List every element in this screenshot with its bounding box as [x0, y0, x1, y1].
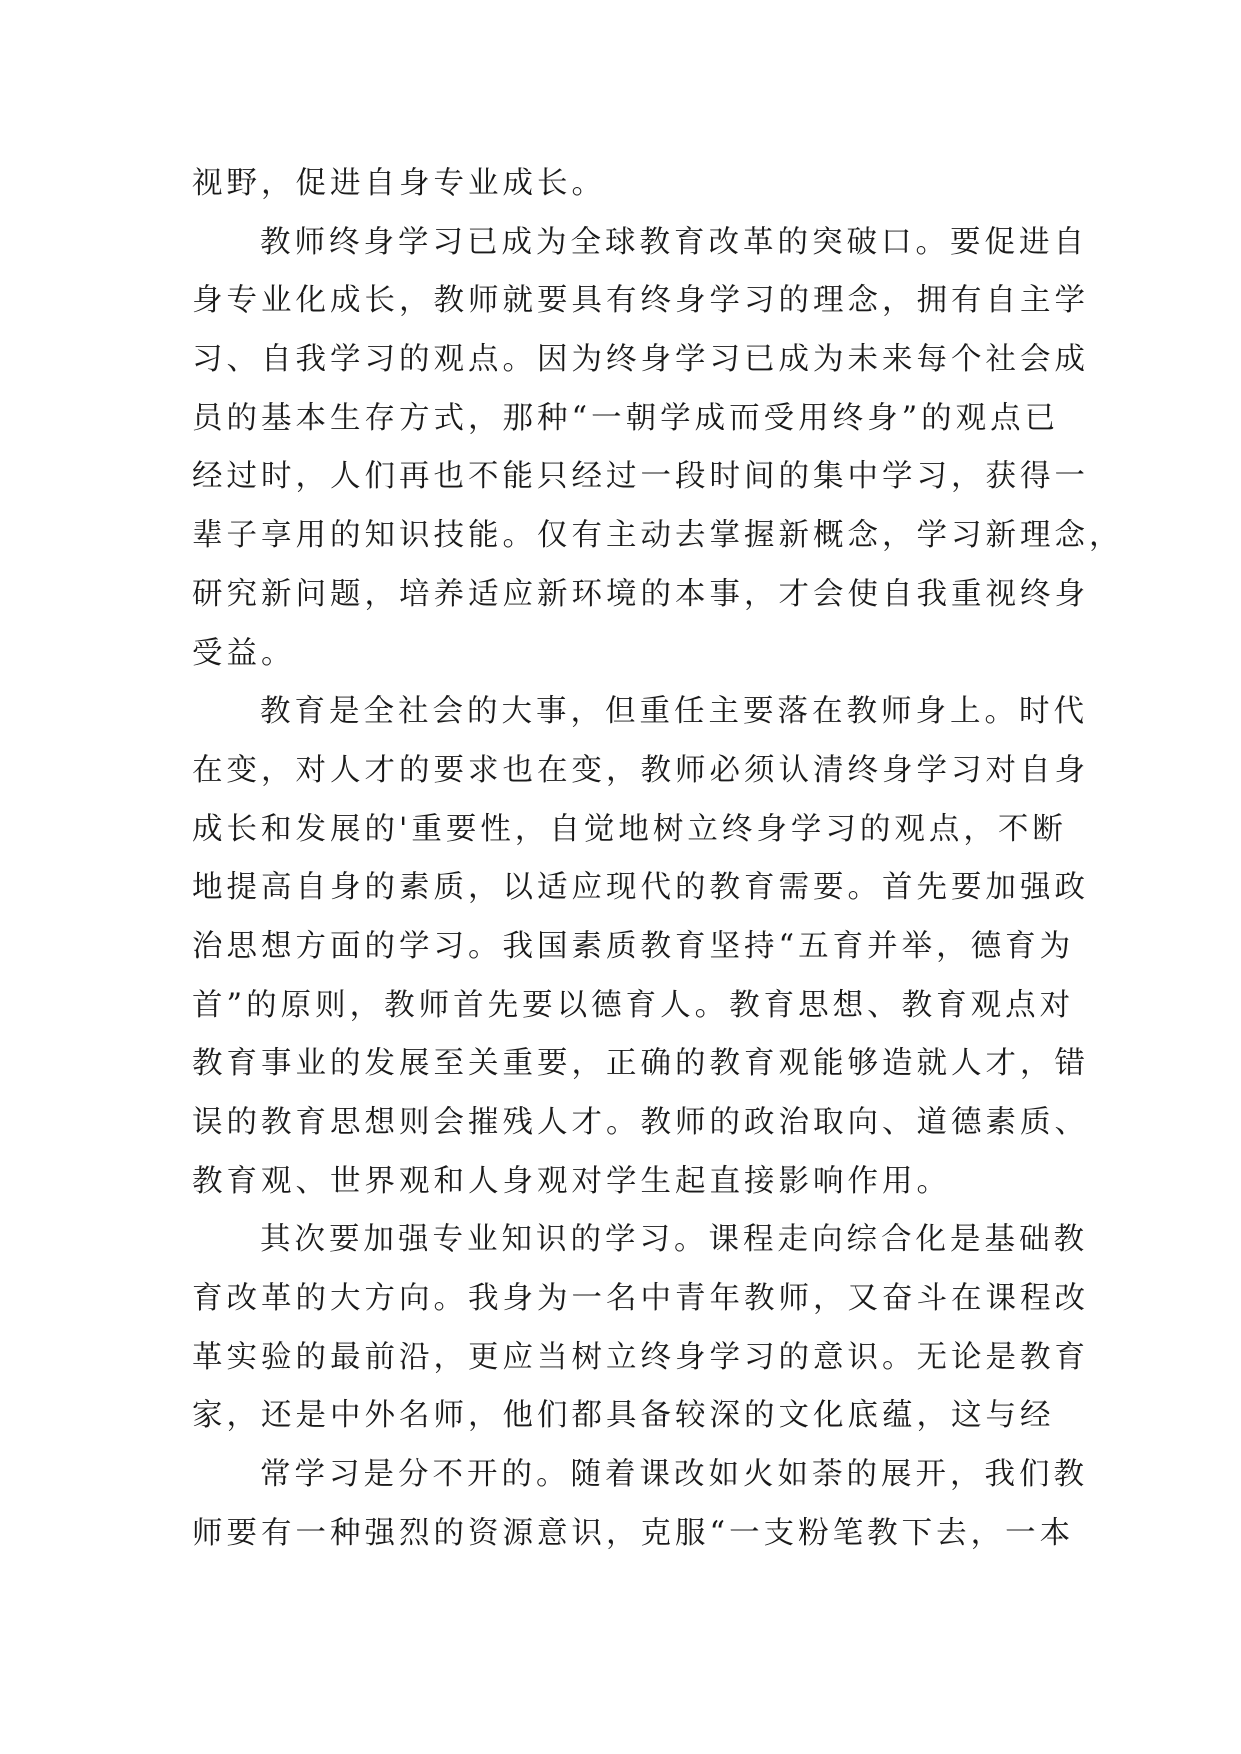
text-line: 教育是全社会的大事，但重任主要落在教师身上。时代 [260, 694, 1088, 730]
document-body [192, 155, 1124, 1564]
text-line: 教师终身学习已成为全球教育改革的突破口。要促进自 [260, 224, 1088, 260]
text-line: 其次要加强专业知识的学习。课程走向综合化是基础教 [260, 1222, 1088, 1258]
text-line: 在变，对人才的要求也在变，教师必须认清终身学习对自身 [192, 752, 1089, 788]
text-line: 身专业化成长，教师就要具有终身学习的理念，拥有自主学 [192, 283, 1089, 319]
text-line: 误的教育思想则会摧残人才。教师的政治取向、道德素质、 [192, 1105, 1089, 1140]
text-line: 经过时，人们再也不能只经过一段时间的集中学习，获得一 [192, 459, 1089, 495]
text-line: 育改革的大方向。我身为一名中青年教师，又奋斗在课程改 [192, 1281, 1089, 1317]
text-line: 辈子享用的知识技能。仅有主动去掌握新概念，学习新理念， [192, 518, 1124, 554]
text-line: 师要有一种强烈的资源意识，克服“一支粉笔教下去，一本 [192, 1515, 1075, 1551]
text-line: 常学习是分不开的。随着课改如火如荼的展开，我们教 [260, 1457, 1088, 1493]
text-line: 成长和发展的'重要性，自觉地树立终身学习的观点，不断 [192, 811, 1067, 847]
text-line: 革实验的最前沿，更应当树立终身学习的意识。无论是教育 [192, 1339, 1089, 1375]
text-line: 教育事业的发展至关重要，正确的教育观能够造就人才，错 [192, 1046, 1089, 1082]
text-line: 视野，促进自身专业成长。 [192, 166, 606, 201]
text-line: 首”的原则，教师首先要以德育人。教育思想、教育观点对 [192, 987, 1075, 1023]
text-line: 教育观、世界观和人身观对学生起直接影响作用。 [192, 1163, 951, 1199]
text-line: 员的基本生存方式，那种“一朝学成而受用终身”的观点已 [192, 400, 1060, 436]
text-line: 治思想方面的学习。我国素质教育坚持“五育并举，德育为 [192, 928, 1075, 964]
text-line: 地提高自身的素质，以适应现代的教育需要。首先要加强政 [192, 870, 1089, 906]
text-line: 研究新问题，培养适应新环境的本事，才会使自我重视终身 [192, 576, 1089, 612]
text-line: 习、自我学习的观点。因为终身学习已成为未来每个社会成 [192, 342, 1089, 378]
text-line: 家，还是中外名师，他们都具备较深的文化底蕴，这与经 [192, 1398, 1055, 1434]
text-line: 受益。 [192, 635, 296, 671]
